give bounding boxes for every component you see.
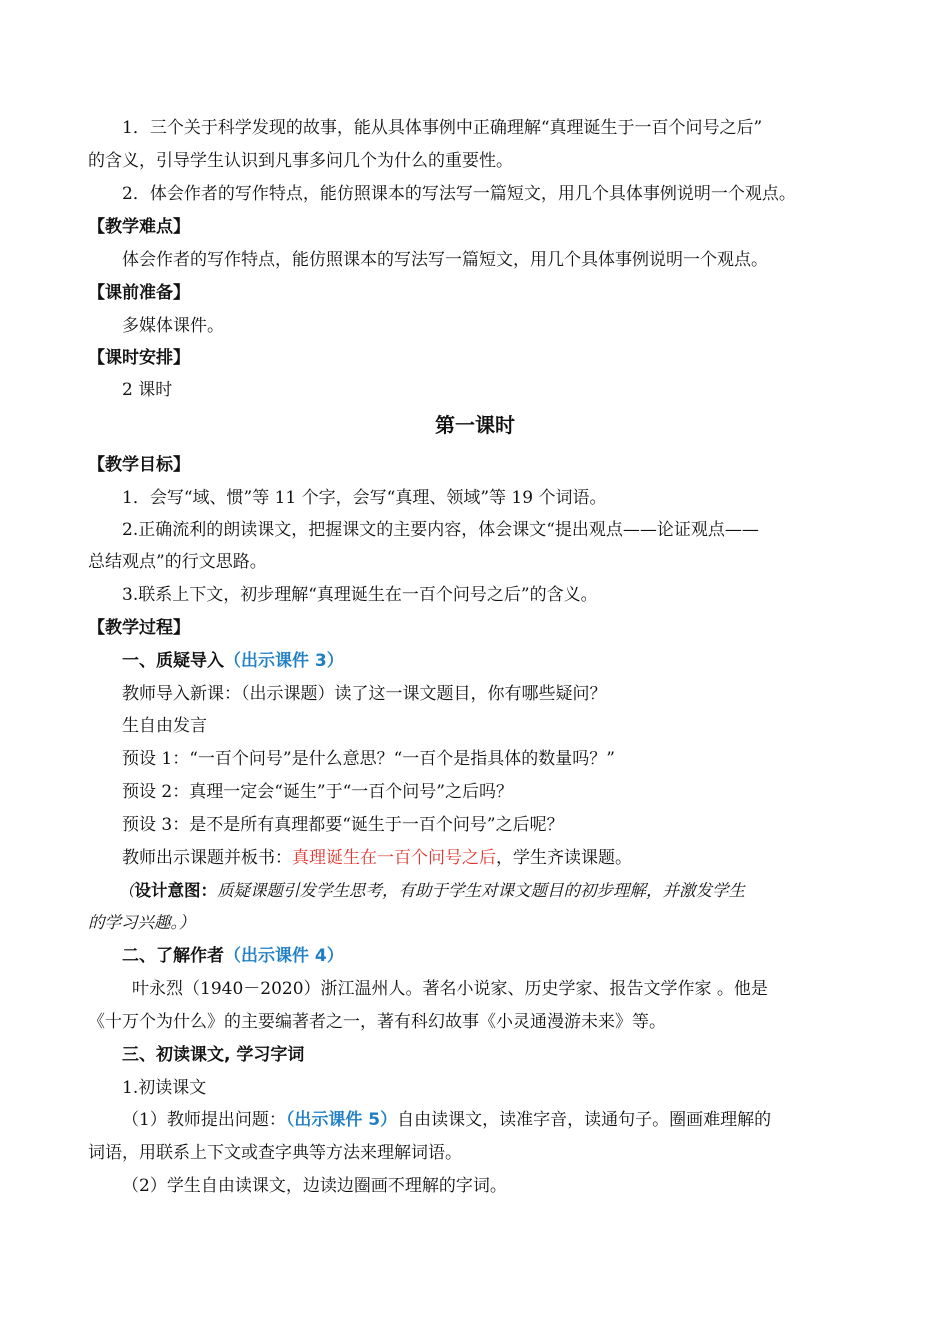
author-line-2: 《十万个为什么》的主要编著者之一，著有科幻故事《小灵通漫游未来》等。 [88, 1012, 666, 1032]
objective-1: 1．会写“域、惯”等 11 个字，会写“真理、领域”等 19 个词语。 [122, 488, 607, 508]
section-1-courseware-tag: （出示课件 3） [224, 651, 344, 671]
objective-3: 3.联系上下文，初步理解“真理诞生在一百个问号之后”的含义。 [122, 585, 598, 605]
design-intent-line-2: 的学习兴趣。） [88, 913, 196, 932]
section-2-heading [122, 945, 344, 967]
section-1-para-6 [122, 847, 632, 869]
design-intent-open-paren: （ [118, 881, 135, 900]
preparation-text: 多媒体课件。 [122, 316, 224, 336]
board-outro: ，学生齐读课题。 [496, 848, 632, 868]
section-1-para-2: 生自由发言 [122, 716, 207, 736]
goal-2: 2．体会作者的写作特点，能仿照课本的写法写一篇短文，用几个具体事例说明一个观点。 [122, 184, 796, 204]
section-2-courseware-tag: （出示课件 4） [224, 946, 344, 966]
question-text: 自由读课文，读准字音，读通句子。圈画难理解的 [397, 1110, 772, 1130]
schedule-heading: 【课时安排】 [88, 348, 190, 368]
design-intent-label: 设计意图： [134, 881, 217, 900]
difficulty-heading: 【教学难点】 [88, 217, 190, 237]
goal-1-line-2: 的含义，引导学生认识到凡事多问几个为什么的重要性。 [88, 151, 513, 171]
question-intro: （1）教师提出问题： [122, 1110, 286, 1130]
schedule-text: 2 课时 [122, 380, 173, 400]
objectives-heading: 【教学目标】 [88, 455, 190, 475]
section-3-heading: 三、初读课文, 学习字词 [122, 1045, 305, 1065]
board-title-red: 真理诞生在一百个问号之后 [292, 848, 496, 868]
section-1-title: 一、质疑导入 [122, 651, 224, 671]
section-3-subheading: 1.初读课文 [122, 1078, 207, 1098]
section-2-title: 二、了解作者 [122, 946, 224, 966]
section-1-heading [122, 650, 344, 672]
lesson-title: 第一课时 [435, 413, 515, 437]
difficulty-text: 体会作者的写作特点，能仿照课本的写法写一篇短文，用几个具体事例说明一个观点。 [122, 250, 768, 270]
section-1-para-5: 预设 3：是不是所有真理都要“诞生于一百个问号”之后呢？ [122, 815, 564, 835]
goal-1-line-1: 1．三个关于科学发现的故事，能从具体事例中正确理解“真理诞生于一百个问号之后” [122, 118, 763, 138]
preparation-heading: 【课前准备】 [88, 283, 190, 303]
section-1-para-1: 教师导入新课：（出示课题）读了这一课文题目，你有哪些疑问？ [122, 684, 607, 704]
section-1-para-3: 预设 1：“一百个问号”是什么意思？“一百个是指具体的数量吗？” [122, 749, 615, 769]
section-1-para-4: 预设 2：真理一定会“诞生”于“一百个问号”之后吗？ [122, 782, 513, 802]
section-3-para-1 [122, 1109, 771, 1131]
section-3-para-1-line-2: 词语，用联系上下文或查字典等方法来理解词语。 [88, 1143, 462, 1163]
section-3-courseware-tag: （出示课件 5） [285, 1110, 398, 1130]
design-intent-text: 质疑课题引发学生思考，有助于学生对课文题目的初步理解，并激发学生 [217, 881, 745, 900]
design-intent-line-1 [118, 880, 745, 902]
process-heading: 【教学过程】 [88, 618, 190, 638]
board-intro: 教师出示课题并板书： [122, 848, 292, 868]
author-line-1: 叶永烈（1940－2020）浙江温州人。著名小说家、历史学家、报告文学作家 。他是 [132, 979, 768, 999]
objective-2-line-2: 总结观点”的行文思路。 [88, 552, 267, 572]
section-3-para-2: （2）学生自由读课文，边读边圈画不理解的字词。 [122, 1176, 507, 1196]
objective-2-line-1: 2.正确流利的朗读课文，把握课文的主要内容，体会课文“提出观点——论证观点—— [122, 520, 759, 540]
